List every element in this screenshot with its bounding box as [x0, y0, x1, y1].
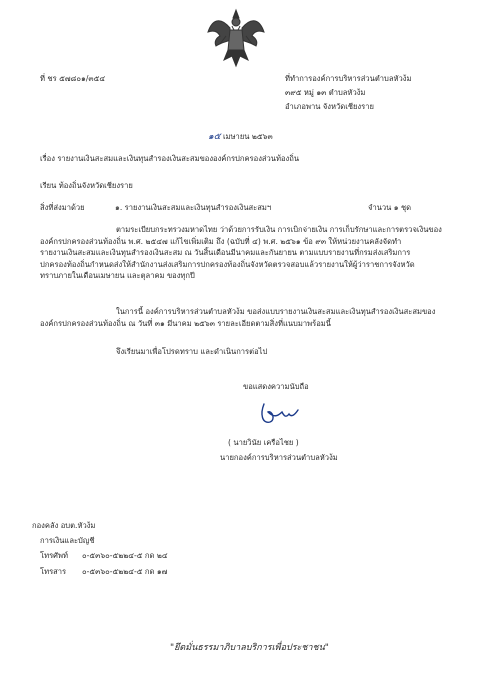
- footer-phone-label: โทรศัพท์: [40, 551, 68, 560]
- recipient-line: เรียน ท้องถิ่นจังหวัดเชียงราย: [40, 181, 133, 190]
- signature-icon: [256, 398, 302, 428]
- sender-address-line-3: อำเภอพาน จังหวัดเชียงราย: [285, 102, 374, 111]
- body-line: ตามระเบียบกระทรวงมหาดไทย ว่าด้วยการรับเงิน การเบิกจ่ายเงิน การเก็บรักษาและการตรวจเงินของ: [116, 225, 442, 234]
- footer-department: กองคลัง อบต.หัวง้ม: [32, 521, 96, 530]
- body-line: องค์กรปกครองส่วนท้องถิ่น พ.ศ. ๒๕๔๗ แก้ไขเพิ่มเติม ถึง (ฉบับที่ ๔) พ.ศ. ๒๕๖๑ ข้อ ๙๓ ให้หน่วยงานคลังจัดทำ: [40, 236, 402, 246]
- body-line: รายงานเงินสะสมและเงินทุนสำรองเงินสะสม ณ วันสิ้นเดือนมีนาคมและกันยายน ตามแบบรายงานที่กรมส่งเสริมการ: [40, 248, 411, 257]
- closing-request: จึงเรียนมาเพื่อโปรดทราบ และดำเนินการต่อไป: [116, 347, 268, 356]
- footer-fax-value: ๐-๕๓๖๐-๕๒๒๔-๕ กด ๑๗: [82, 567, 168, 576]
- date-day: ๑๕: [208, 132, 221, 142]
- enclosure-count: จำนวน ๑ ชุด: [368, 203, 412, 212]
- footer-fax-label: โทรสาร: [40, 567, 67, 576]
- enclosure-label: สิ่งที่ส่งมาด้วย: [40, 203, 85, 212]
- footer-phone-value: ๐-๕๓๖๐-๕๒๒๔-๕ กด ๒๔: [82, 551, 168, 560]
- subject-line: เรื่อง รายงานเงินสะสมและเงินทุนสำรองเงินสะสมขององค์กรปกครองส่วนท้องถิ่น: [40, 154, 300, 163]
- garuda-emblem-icon: [206, 6, 266, 70]
- body-line: องค์กรปกครองส่วนท้องถิ่น ณ วันที่ ๓๑ มีนาคม ๒๕๖๓ รายละเอียดตามสิ่งที่แนบมาพร้อมนี้: [40, 318, 331, 328]
- date-month-year: เมษายน ๒๕๖๓: [222, 132, 273, 141]
- body-paragraph-2: [40, 306, 435, 329]
- body-line: ในการนี้ องค์การบริหารส่วนตำบลหัวง้ม ขอส่งแบบรายงานเงินสะสมและเงินทุนสำรองเงินสะสมของ: [116, 307, 436, 316]
- closing-salutation: ขอแสดงความนับถือ: [243, 382, 309, 391]
- organization-motto: "ยึดมั่นธรรมาภิบาลบริการเพื่อประชาชน": [170, 643, 329, 653]
- footer-section: การเงินและบัญชี: [40, 536, 95, 545]
- sender-address-line-2: ๓๙๕ หมู่ ๑๓ ตำบลหัวง้ม: [285, 88, 366, 97]
- signer-name: ( นายวินัย เครือไชย ): [228, 438, 299, 447]
- body-line: ทราบภายในเดือนเมษายน และตุลาคม ของทุกปี: [40, 271, 195, 280]
- document-date: [208, 131, 273, 143]
- enclosure-item: ๑. รายงานเงินสะสมและเงินทุนสำรองเงินสะสมฯ: [115, 203, 272, 212]
- body-paragraph-1: [40, 224, 442, 282]
- signer-position: นายกองค์การบริหารส่วนตำบลหัวง้ม: [220, 453, 338, 462]
- sender-address-line-1: ที่ทำการองค์การบริหารส่วนตำบลหัวง้ม: [285, 74, 412, 83]
- document-number: ที่ ชร ๕๗๘๐๑/๓๕๔: [40, 74, 106, 83]
- body-line: ปกครองท้องถิ่นกำหนดส่งให้สำนักงานส่งเสริมการปกครองท้องถิ่นจังหวัดตรวจสอบแล้วรายงานให้ผู้ว่าราชการจังหวัด: [40, 259, 415, 269]
